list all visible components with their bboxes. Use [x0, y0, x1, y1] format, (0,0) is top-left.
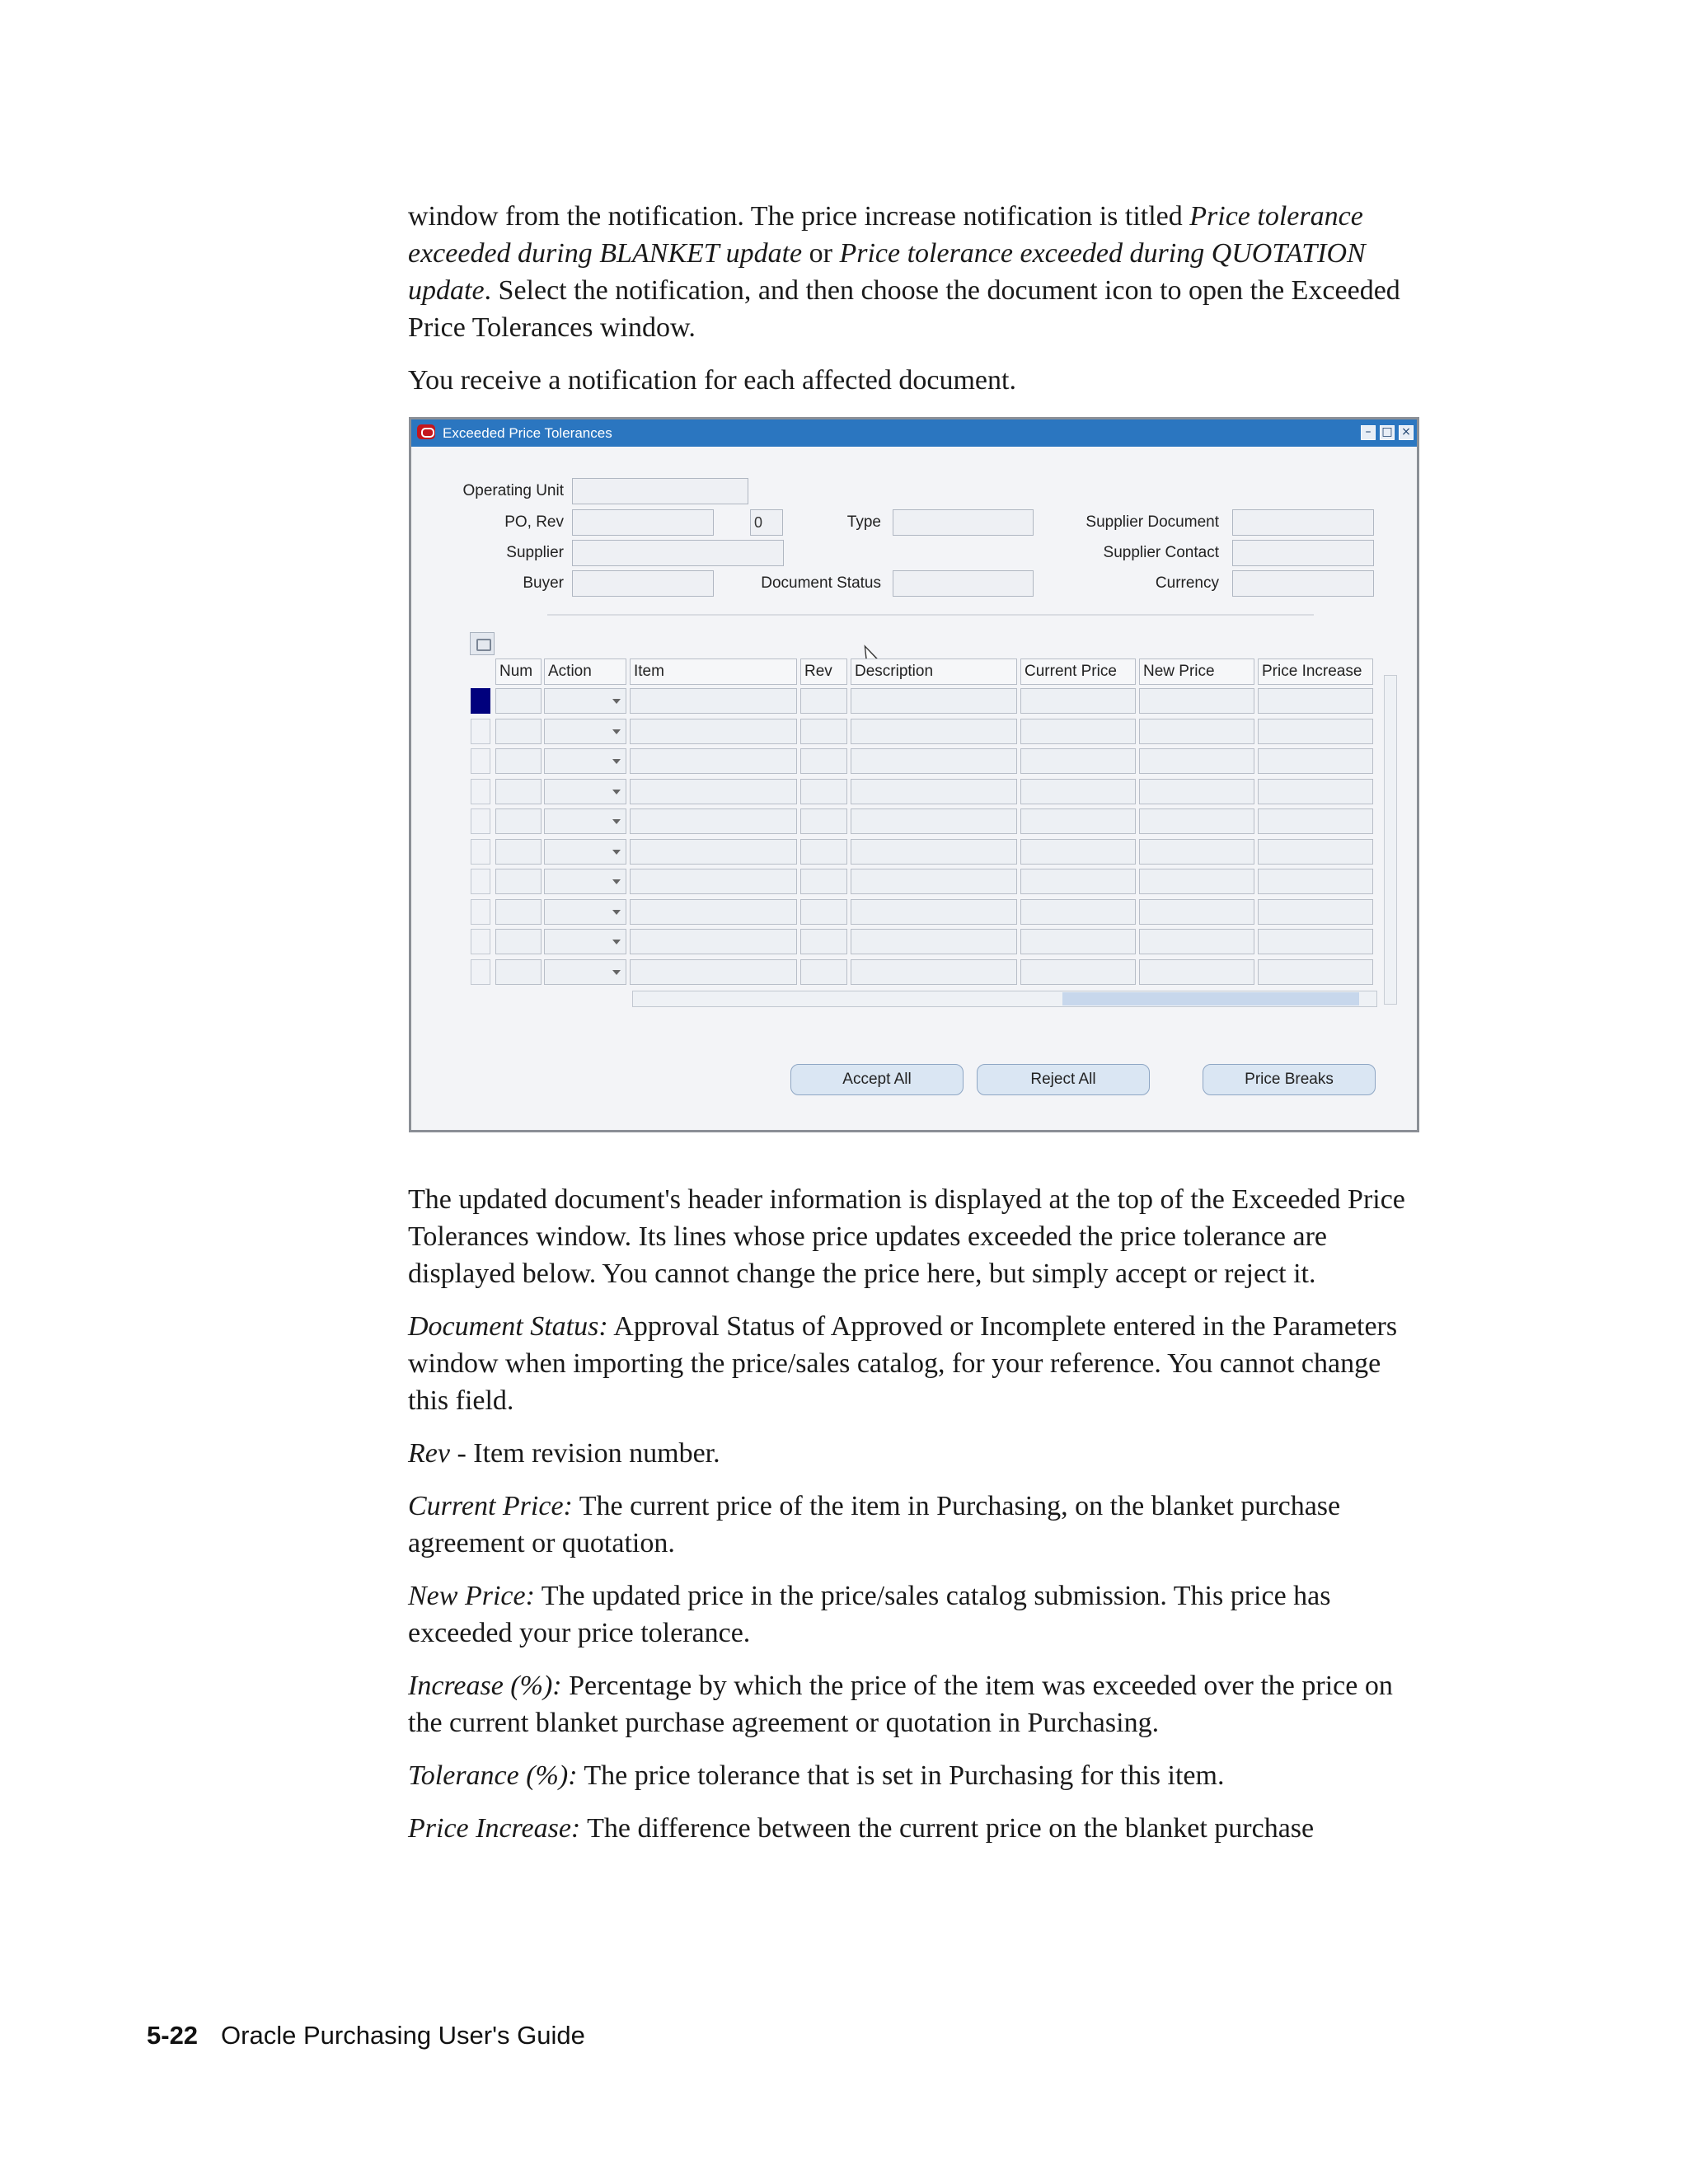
horizontal-scrollbar[interactable]	[632, 991, 1377, 1007]
definition: The current price of the item in Purchasing, on the blanket purchase agreement or quotation.	[408, 1491, 1341, 1558]
column-header-current-price: Current Price	[1020, 658, 1136, 685]
row-selector[interactable]	[471, 959, 490, 985]
cell-num[interactable]	[495, 748, 542, 774]
cell-price-increase[interactable]	[1258, 929, 1373, 954]
document-status-field[interactable]	[893, 570, 1034, 597]
cell-item[interactable]	[630, 959, 797, 985]
supplier-label: Supplier	[506, 544, 564, 561]
cell-new-price[interactable]	[1139, 779, 1254, 804]
window-title: Exceeded Price Tolerances	[443, 425, 612, 441]
cell-num[interactable]	[495, 688, 542, 714]
minimize-icon[interactable]: –	[1361, 425, 1376, 440]
cell-price-increase[interactable]	[1258, 839, 1373, 865]
cell-description[interactable]	[851, 748, 1017, 774]
accept-all-button[interactable]: Accept All	[790, 1064, 964, 1095]
cell-num[interactable]	[495, 869, 542, 894]
cell-price-increase[interactable]	[1258, 748, 1373, 774]
vertical-scrollbar[interactable]	[1384, 675, 1397, 1005]
cell-item[interactable]	[630, 688, 797, 714]
reject-all-button[interactable]: Reject All	[977, 1064, 1150, 1095]
cell-new-price[interactable]	[1139, 808, 1254, 834]
row-selector[interactable]	[471, 869, 490, 894]
document-status-definition	[408, 1308, 1422, 1419]
cell-new-price[interactable]	[1139, 719, 1254, 744]
cell-num[interactable]	[495, 929, 542, 954]
cell-item[interactable]	[630, 808, 797, 834]
definition: - Item revision number.	[449, 1438, 720, 1469]
cell-description[interactable]	[851, 899, 1017, 925]
header-separator	[547, 614, 1314, 616]
text-run: or	[802, 238, 840, 269]
currency-field[interactable]	[1232, 570, 1374, 597]
row-selector[interactable]	[471, 929, 490, 954]
book-title: Oracle Purchasing User's Guide	[221, 2021, 585, 2050]
cell-num[interactable]	[495, 899, 542, 925]
cell-new-price[interactable]	[1139, 899, 1254, 925]
text-run: window from the notification. The price increase notification is titled	[408, 201, 1190, 232]
cell-description[interactable]	[851, 779, 1017, 804]
cell-item[interactable]	[630, 899, 797, 925]
cell-rev[interactable]	[800, 808, 847, 834]
row-selector[interactable]	[471, 779, 490, 804]
chevron-down-icon[interactable]	[612, 790, 621, 794]
cell-price-increase[interactable]	[1258, 808, 1373, 834]
row-selector[interactable]	[471, 688, 490, 714]
cell-rev[interactable]	[800, 929, 847, 954]
exceeded-price-tolerances-window	[409, 417, 1419, 1132]
notification-title-quotation: Price tolerance exceeded during QUOTATION update	[408, 238, 1366, 306]
chevron-down-icon[interactable]	[612, 910, 621, 915]
cell-action[interactable]	[544, 929, 626, 954]
column-header-new-price: New Price	[1139, 658, 1254, 685]
chevron-down-icon[interactable]	[612, 759, 621, 764]
cell-num[interactable]	[495, 808, 542, 834]
cell-description[interactable]	[851, 808, 1017, 834]
cell-new-price[interactable]	[1139, 959, 1254, 985]
notification-title-blanket: Price tolerance exceeded during BLANKET update	[408, 201, 1363, 269]
cell-action[interactable]	[544, 719, 626, 744]
cell-rev[interactable]	[800, 748, 847, 774]
row-selector[interactable]	[471, 839, 490, 865]
chevron-down-icon[interactable]	[612, 819, 621, 824]
cell-description[interactable]	[851, 839, 1017, 865]
cell-new-price[interactable]	[1139, 839, 1254, 865]
body-text	[408, 1181, 1422, 1847]
cell-price-increase[interactable]	[1258, 869, 1373, 894]
cell-action[interactable]	[544, 808, 626, 834]
column-header-action: Action	[544, 658, 626, 685]
buyer-field[interactable]	[572, 570, 714, 597]
cell-price-increase[interactable]	[1258, 899, 1373, 925]
term: Price Increase:	[408, 1813, 581, 1844]
definition: The price tolerance that is set in Purchasing for this item.	[577, 1760, 1225, 1791]
cell-num[interactable]	[495, 779, 542, 804]
cell-current-price[interactable]	[1020, 929, 1136, 954]
cell-current-price[interactable]	[1020, 839, 1136, 865]
new-price-definition	[408, 1577, 1422, 1652]
buyer-label: Buyer	[523, 574, 564, 592]
chevron-down-icon[interactable]	[612, 850, 621, 855]
definition: Percentage by which the price of the item was exceeded over the price on the current blanket purchase agreement or quotation in Purchasing.	[408, 1671, 1393, 1738]
window-titlebar	[411, 419, 1417, 447]
cell-description[interactable]	[851, 959, 1017, 985]
cell-current-price[interactable]	[1020, 959, 1136, 985]
current-price-definition	[408, 1488, 1422, 1562]
supplier-document-field[interactable]	[1232, 509, 1374, 536]
maximize-icon[interactable]: □	[1380, 425, 1395, 440]
term: Rev	[408, 1438, 450, 1469]
row-selector[interactable]	[471, 719, 490, 744]
chevron-down-icon[interactable]	[612, 699, 621, 704]
intro-paragraph	[408, 198, 1422, 346]
cell-description[interactable]	[851, 719, 1017, 744]
cell-description[interactable]	[851, 688, 1017, 714]
cell-rev[interactable]	[800, 869, 847, 894]
oracle-icon	[417, 424, 435, 439]
chevron-down-icon[interactable]	[612, 729, 621, 734]
cell-rev[interactable]	[800, 719, 847, 744]
cell-rev[interactable]	[800, 688, 847, 714]
cell-item[interactable]	[630, 869, 797, 894]
intro-paragraph-2: You receive a notification for each affected document.	[408, 365, 1016, 396]
clear-icon[interactable]	[470, 632, 495, 655]
scrollbar-thumb[interactable]	[1062, 992, 1359, 1005]
term: Tolerance (%):	[408, 1760, 578, 1791]
page-number: 5-22	[147, 2021, 199, 2050]
cell-num[interactable]	[495, 959, 542, 985]
cell-price-increase[interactable]	[1258, 688, 1373, 714]
tolerance-percent-definition	[408, 1757, 1422, 1794]
term: Document Status:	[408, 1311, 608, 1342]
page-footer	[147, 2021, 585, 2050]
cell-price-increase[interactable]	[1258, 959, 1373, 985]
cell-num[interactable]	[495, 719, 542, 744]
column-header-price-increase: Price Increase	[1258, 658, 1373, 685]
text-run: . Select the notification, and then choose the document icon to open the Exceeded Price Tolerances window.	[408, 275, 1400, 343]
body-paragraph: The updated document's header information is displayed at the top of the Exceeded Price Tolerances window. Its lines whose price updates exceeded the price tolerance are displayed below. You cannot change the price here, but simply accept or reject it.	[408, 1184, 1405, 1289]
cell-rev[interactable]	[800, 839, 847, 865]
cell-action[interactable]	[544, 899, 626, 925]
column-header-item: Item	[630, 658, 797, 685]
column-header-description: Description	[851, 658, 1017, 685]
currency-label: Currency	[1155, 574, 1219, 592]
cell-price-increase[interactable]	[1258, 719, 1373, 744]
definition: The updated price in the price/sales catalog submission. This price has exceeded your price tolerance.	[408, 1581, 1331, 1648]
row-selector[interactable]	[471, 748, 490, 774]
cell-num[interactable]	[495, 839, 542, 865]
chevron-down-icon[interactable]	[612, 940, 621, 944]
term: Increase (%):	[408, 1671, 562, 1701]
cell-action[interactable]	[544, 959, 626, 985]
cell-current-price[interactable]	[1020, 748, 1136, 774]
supplier-contact-field[interactable]	[1232, 540, 1374, 566]
type-field[interactable]	[893, 509, 1034, 536]
cell-item[interactable]	[630, 719, 797, 744]
supplier-document-label: Supplier Document	[1085, 513, 1219, 531]
cell-item[interactable]	[630, 748, 797, 774]
definition: The difference between the current price on the blanket purchase	[580, 1813, 1315, 1844]
price-breaks-button[interactable]: Price Breaks	[1203, 1064, 1376, 1095]
cell-action[interactable]	[544, 779, 626, 804]
supplier-field[interactable]	[572, 540, 784, 566]
definition: Approval Status of Approved or Incomplete entered in the Parameters window when importing the price/sales catalog, for your reference. You cannot change this field.	[408, 1311, 1398, 1416]
cell-rev[interactable]	[800, 779, 847, 804]
column-header-num: Num	[495, 658, 542, 685]
operating-unit-field[interactable]	[572, 478, 748, 504]
cell-action[interactable]	[544, 748, 626, 774]
term: Current Price:	[408, 1491, 573, 1521]
cell-current-price[interactable]	[1020, 808, 1136, 834]
cell-action[interactable]	[544, 688, 626, 714]
increase-percent-definition	[408, 1667, 1422, 1741]
chevron-down-icon[interactable]	[612, 879, 621, 884]
row-selector[interactable]	[471, 808, 490, 834]
cell-item[interactable]	[630, 779, 797, 804]
po-number-field[interactable]	[572, 509, 714, 536]
cell-description[interactable]	[851, 929, 1017, 954]
cell-current-price[interactable]	[1020, 688, 1136, 714]
po-rev-label: PO, Rev	[504, 513, 564, 531]
cell-item[interactable]	[630, 839, 797, 865]
chevron-down-icon[interactable]	[612, 970, 621, 975]
cell-new-price[interactable]	[1139, 688, 1254, 714]
rev-field[interactable]: 0	[750, 509, 783, 536]
cell-rev[interactable]	[800, 959, 847, 985]
cell-new-price[interactable]	[1139, 748, 1254, 774]
cell-new-price[interactable]	[1139, 929, 1254, 954]
price-increase-definition	[408, 1810, 1422, 1847]
cell-rev[interactable]	[800, 899, 847, 925]
term: New Price:	[408, 1581, 535, 1611]
cell-current-price[interactable]	[1020, 779, 1136, 804]
intro-text	[408, 198, 1422, 399]
type-label: Type	[846, 513, 881, 531]
cell-current-price[interactable]	[1020, 899, 1136, 925]
cell-action[interactable]	[544, 839, 626, 865]
close-icon[interactable]: ×	[1399, 425, 1414, 440]
rev-definition	[408, 1435, 1422, 1472]
cell-new-price[interactable]	[1139, 869, 1254, 894]
cell-current-price[interactable]	[1020, 719, 1136, 744]
row-selector[interactable]	[471, 899, 490, 925]
document-status-label: Document Status	[761, 574, 881, 592]
operating-unit-label: Operating Unit	[462, 482, 564, 499]
cell-action[interactable]	[544, 869, 626, 894]
supplier-contact-label: Supplier Contact	[1103, 544, 1219, 561]
column-header-rev: Rev	[800, 658, 847, 685]
cell-item[interactable]	[630, 929, 797, 954]
cell-description[interactable]	[851, 869, 1017, 894]
cell-price-increase[interactable]	[1258, 779, 1373, 804]
cell-current-price[interactable]	[1020, 869, 1136, 894]
